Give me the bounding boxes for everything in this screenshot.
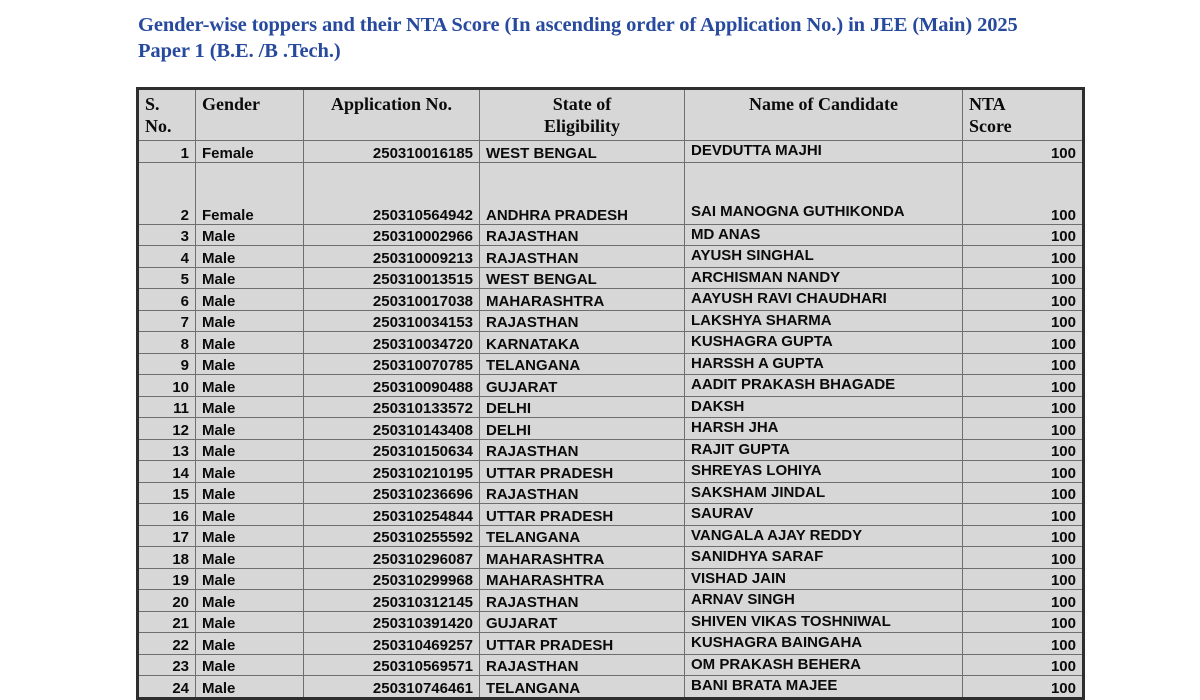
cell-gender: Male [196,353,304,375]
page-title: Gender-wise toppers and their NTA Score (In ascending order of Application No.) in JEE (Main) 2025 Paper 1 (B.E. /B .Tech.) [138,14,1018,62]
toppers-table-container [136,87,1082,700]
cell-nta-score: 100 [963,375,1084,397]
cell-nta-score: 100 [963,141,1084,163]
column-header-state-of-eligibility: State of Eligibility [480,89,685,141]
table-row [138,590,1084,612]
column-header-nta-score: NTA Score [963,89,1084,141]
cell-gender: Male [196,633,304,655]
table-row [138,633,1084,655]
cell-gender: Male [196,224,304,246]
cell-nta-score: 100 [963,396,1084,418]
cell-application-no: 250310236696 [304,482,480,504]
cell-gender: Male [196,568,304,590]
cell-candidate-name: HARSH JHA [685,418,963,440]
table-row [138,353,1084,375]
table-header-row [138,89,1084,141]
cell-application-no: 250310090488 [304,375,480,397]
cell-gender: Male [196,525,304,547]
cell-state: GUJARAT [480,611,685,633]
table-row [138,568,1084,590]
table-row [138,525,1084,547]
cell-nta-score: 100 [963,332,1084,354]
cell-application-no: 250310133572 [304,396,480,418]
table-row [138,246,1084,268]
cell-application-no: 250310002966 [304,224,480,246]
cell-candidate-name: VISHAD JAIN [685,568,963,590]
cell-state: UTTAR PRADESH [480,504,685,526]
cell-candidate-name: SHREYAS LOHIYA [685,461,963,483]
cell-candidate-name: AADIT PRAKASH BHAGADE [685,375,963,397]
cell-gender: Male [196,439,304,461]
cell-application-no: 250310299968 [304,568,480,590]
cell-candidate-name: HARSSH A GUPTA [685,353,963,375]
cell-application-no: 250310034720 [304,332,480,354]
table-row [138,418,1084,440]
cell-s-no: 7 [138,310,196,332]
cell-gender: Male [196,504,304,526]
table-row [138,396,1084,418]
cell-nta-score: 100 [963,289,1084,311]
cell-gender: Female [196,141,304,163]
cell-s-no: 8 [138,332,196,354]
cell-s-no: 24 [138,676,196,699]
cell-nta-score: 100 [963,246,1084,268]
cell-application-no: 250310255592 [304,525,480,547]
cell-state: GUJARAT [480,375,685,397]
cell-application-no: 250310143408 [304,418,480,440]
cell-candidate-name: LAKSHYA SHARMA [685,310,963,332]
column-header-name-of-candidate: Name of Candidate [685,89,963,141]
cell-s-no: 10 [138,375,196,397]
cell-candidate-name: SANIDHYA SARAF [685,547,963,569]
cell-application-no: 250310016185 [304,141,480,163]
column-header-application-no: Application No. [304,89,480,141]
cell-state: WEST BENGAL [480,267,685,289]
cell-nta-score: 100 [963,654,1084,676]
table-row [138,267,1084,289]
cell-nta-score: 100 [963,162,1084,224]
cell-gender: Male [196,676,304,699]
cell-candidate-name: DAKSH [685,396,963,418]
cell-application-no: 250310013515 [304,267,480,289]
cell-state: TELANGANA [480,353,685,375]
cell-candidate-name: OM PRAKASH BEHERA [685,654,963,676]
cell-candidate-name: ARCHISMAN NANDY [685,267,963,289]
cell-nta-score: 100 [963,504,1084,526]
cell-nta-score: 100 [963,267,1084,289]
cell-state: RAJASTHAN [480,224,685,246]
cell-state: KARNATAKA [480,332,685,354]
cell-application-no: 250310746461 [304,676,480,699]
table-row [138,224,1084,246]
cell-nta-score: 100 [963,353,1084,375]
table-row [138,375,1084,397]
table-row [138,547,1084,569]
cell-state: MAHARASHTRA [480,568,685,590]
cell-s-no: 3 [138,224,196,246]
cell-application-no: 250310017038 [304,289,480,311]
cell-gender: Male [196,289,304,311]
cell-application-no: 250310469257 [304,633,480,655]
cell-gender: Male [196,461,304,483]
cell-s-no: 16 [138,504,196,526]
cell-nta-score: 100 [963,310,1084,332]
cell-nta-score: 100 [963,590,1084,612]
cell-gender: Male [196,246,304,268]
cell-application-no: 250310569571 [304,654,480,676]
cell-s-no: 1 [138,141,196,163]
cell-nta-score: 100 [963,525,1084,547]
cell-application-no: 250310564942 [304,162,480,224]
table-row [138,310,1084,332]
cell-gender: Female [196,162,304,224]
cell-nta-score: 100 [963,461,1084,483]
cell-s-no: 2 [138,162,196,224]
cell-application-no: 250310312145 [304,590,480,612]
table-row [138,654,1084,676]
cell-s-no: 4 [138,246,196,268]
cell-nta-score: 100 [963,568,1084,590]
cell-state: TELANGANA [480,676,685,699]
cell-candidate-name: KUSHAGRA BAINGAHA [685,633,963,655]
table-row [138,162,1084,224]
cell-application-no: 250310150634 [304,439,480,461]
toppers-table [136,87,1085,700]
cell-candidate-name: SHIVEN VIKAS TOSHNIWAL [685,611,963,633]
cell-nta-score: 100 [963,482,1084,504]
cell-candidate-name: AYUSH SINGHAL [685,246,963,268]
cell-s-no: 13 [138,439,196,461]
cell-candidate-name: VANGALA AJAY REDDY [685,525,963,547]
cell-state: TELANGANA [480,525,685,547]
cell-candidate-name: RAJIT GUPTA [685,439,963,461]
table-row [138,482,1084,504]
cell-state: ANDHRA PRADESH [480,162,685,224]
cell-candidate-name: BANI BRATA MAJEE [685,676,963,699]
cell-nta-score: 100 [963,676,1084,699]
cell-state: WEST BENGAL [480,141,685,163]
cell-candidate-name: DEVDUTTA MAJHI [685,141,963,163]
cell-application-no: 250310034153 [304,310,480,332]
cell-state: RAJASTHAN [480,654,685,676]
cell-gender: Male [196,547,304,569]
cell-candidate-name: AAYUSH RAVI CHAUDHARI [685,289,963,311]
cell-state: UTTAR PRADESH [480,633,685,655]
cell-s-no: 15 [138,482,196,504]
cell-s-no: 21 [138,611,196,633]
cell-candidate-name: KUSHAGRA GUPTA [685,332,963,354]
cell-candidate-name: ARNAV SINGH [685,590,963,612]
cell-application-no: 250310391420 [304,611,480,633]
cell-application-no: 250310296087 [304,547,480,569]
table-row [138,439,1084,461]
cell-s-no: 22 [138,633,196,655]
cell-nta-score: 100 [963,224,1084,246]
table-row [138,141,1084,163]
cell-s-no: 20 [138,590,196,612]
cell-s-no: 14 [138,461,196,483]
cell-nta-score: 100 [963,547,1084,569]
cell-state: UTTAR PRADESH [480,461,685,483]
table-header [138,89,1084,141]
column-header-gender: Gender [196,89,304,141]
cell-state: RAJASTHAN [480,482,685,504]
cell-s-no: 11 [138,396,196,418]
cell-application-no: 250310070785 [304,353,480,375]
cell-state: RAJASTHAN [480,246,685,268]
table-row [138,676,1084,699]
cell-state: RAJASTHAN [480,439,685,461]
cell-nta-score: 100 [963,633,1084,655]
cell-candidate-name: SAKSHAM JINDAL [685,482,963,504]
cell-state: RAJASTHAN [480,310,685,332]
cell-nta-score: 100 [963,611,1084,633]
cell-candidate-name: SAI MANOGNA GUTHIKONDA [685,162,963,224]
cell-application-no: 250310254844 [304,504,480,526]
cell-gender: Male [196,418,304,440]
table-row [138,611,1084,633]
cell-nta-score: 100 [963,439,1084,461]
cell-gender: Male [196,611,304,633]
cell-state: MAHARASHTRA [480,547,685,569]
table-row [138,289,1084,311]
cell-s-no: 6 [138,289,196,311]
cell-gender: Male [196,310,304,332]
cell-application-no: 250310009213 [304,246,480,268]
cell-state: MAHARASHTRA [480,289,685,311]
column-header-s-no: S. No. [138,89,196,141]
cell-gender: Male [196,396,304,418]
cell-gender: Male [196,267,304,289]
cell-s-no: 12 [138,418,196,440]
cell-gender: Male [196,375,304,397]
cell-gender: Male [196,654,304,676]
cell-s-no: 23 [138,654,196,676]
table-row [138,504,1084,526]
cell-gender: Male [196,332,304,354]
cell-gender: Male [196,482,304,504]
table-row [138,461,1084,483]
cell-s-no: 19 [138,568,196,590]
table-body [138,141,1084,699]
cell-nta-score: 100 [963,418,1084,440]
cell-s-no: 17 [138,525,196,547]
cell-state: DELHI [480,418,685,440]
cell-gender: Male [196,590,304,612]
cell-application-no: 250310210195 [304,461,480,483]
cell-state: DELHI [480,396,685,418]
cell-s-no: 9 [138,353,196,375]
cell-candidate-name: MD ANAS [685,224,963,246]
cell-s-no: 18 [138,547,196,569]
cell-s-no: 5 [138,267,196,289]
cell-state: RAJASTHAN [480,590,685,612]
cell-candidate-name: SAURAV [685,504,963,526]
table-row [138,332,1084,354]
